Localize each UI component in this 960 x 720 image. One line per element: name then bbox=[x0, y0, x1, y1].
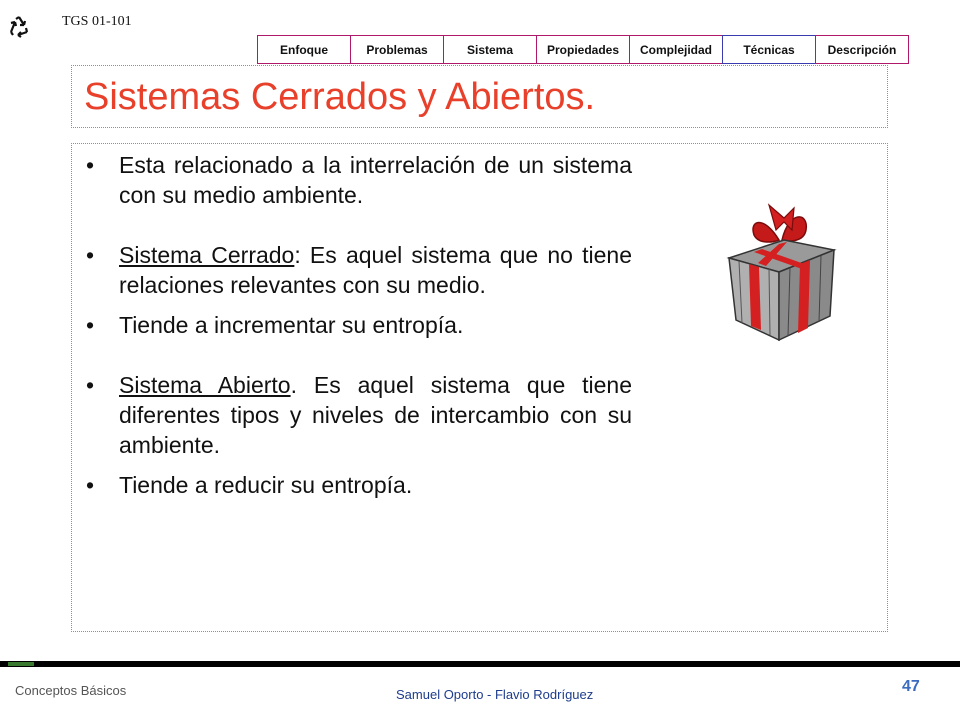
footer-section-label: Conceptos Básicos bbox=[15, 683, 127, 698]
tab-tecnicas[interactable]: Técnicas bbox=[722, 35, 816, 64]
bullet-item bbox=[86, 470, 632, 500]
title-box bbox=[71, 65, 888, 128]
bullet-text: Tiende a reducir su entropía. bbox=[119, 472, 413, 498]
footer-accent bbox=[8, 662, 34, 666]
bullet-term: Sistema Cerrado bbox=[119, 242, 295, 268]
tab-descripcion[interactable]: Descripción bbox=[815, 35, 909, 64]
bullet-item bbox=[86, 240, 632, 300]
gift-box-icon bbox=[724, 200, 839, 345]
section-nav bbox=[257, 35, 908, 64]
page-number: 47 bbox=[902, 678, 920, 695]
bullet-text: . Es aquel sistema que tiene diferentes tipos y niveles de intercambio con su ambiente. bbox=[119, 372, 632, 458]
bullet-text: Tiende a incrementar su entropía. bbox=[119, 312, 464, 338]
tab-problemas[interactable]: Problemas bbox=[350, 35, 444, 64]
footer-divider bbox=[0, 661, 960, 667]
recycle-icon bbox=[6, 14, 32, 40]
bullet-item bbox=[86, 150, 632, 210]
footer-authors: Samuel Oporto - Flavio Rodríguez bbox=[396, 687, 594, 702]
bullet-item bbox=[86, 370, 632, 460]
course-code: TGS 01-101 bbox=[62, 14, 132, 29]
bullet-list bbox=[86, 150, 632, 500]
bullet-item bbox=[86, 310, 632, 340]
bullet-text: : Es aquel sistema que no tiene relaciones relevantes con su medio. bbox=[119, 242, 632, 298]
bullet-term: Sistema Abierto bbox=[119, 372, 291, 398]
tab-propiedades[interactable]: Propiedades bbox=[536, 35, 630, 64]
tab-sistema[interactable]: Sistema bbox=[443, 35, 537, 64]
tab-complejidad[interactable]: Complejidad bbox=[629, 35, 723, 64]
bullet-text: Esta relacionado a la interrelación de un sistema con su medio ambiente. bbox=[119, 152, 632, 208]
tab-enfoque[interactable]: Enfoque bbox=[257, 35, 351, 64]
slide-title: Sistemas Cerrados y Abiertos. bbox=[84, 76, 596, 118]
